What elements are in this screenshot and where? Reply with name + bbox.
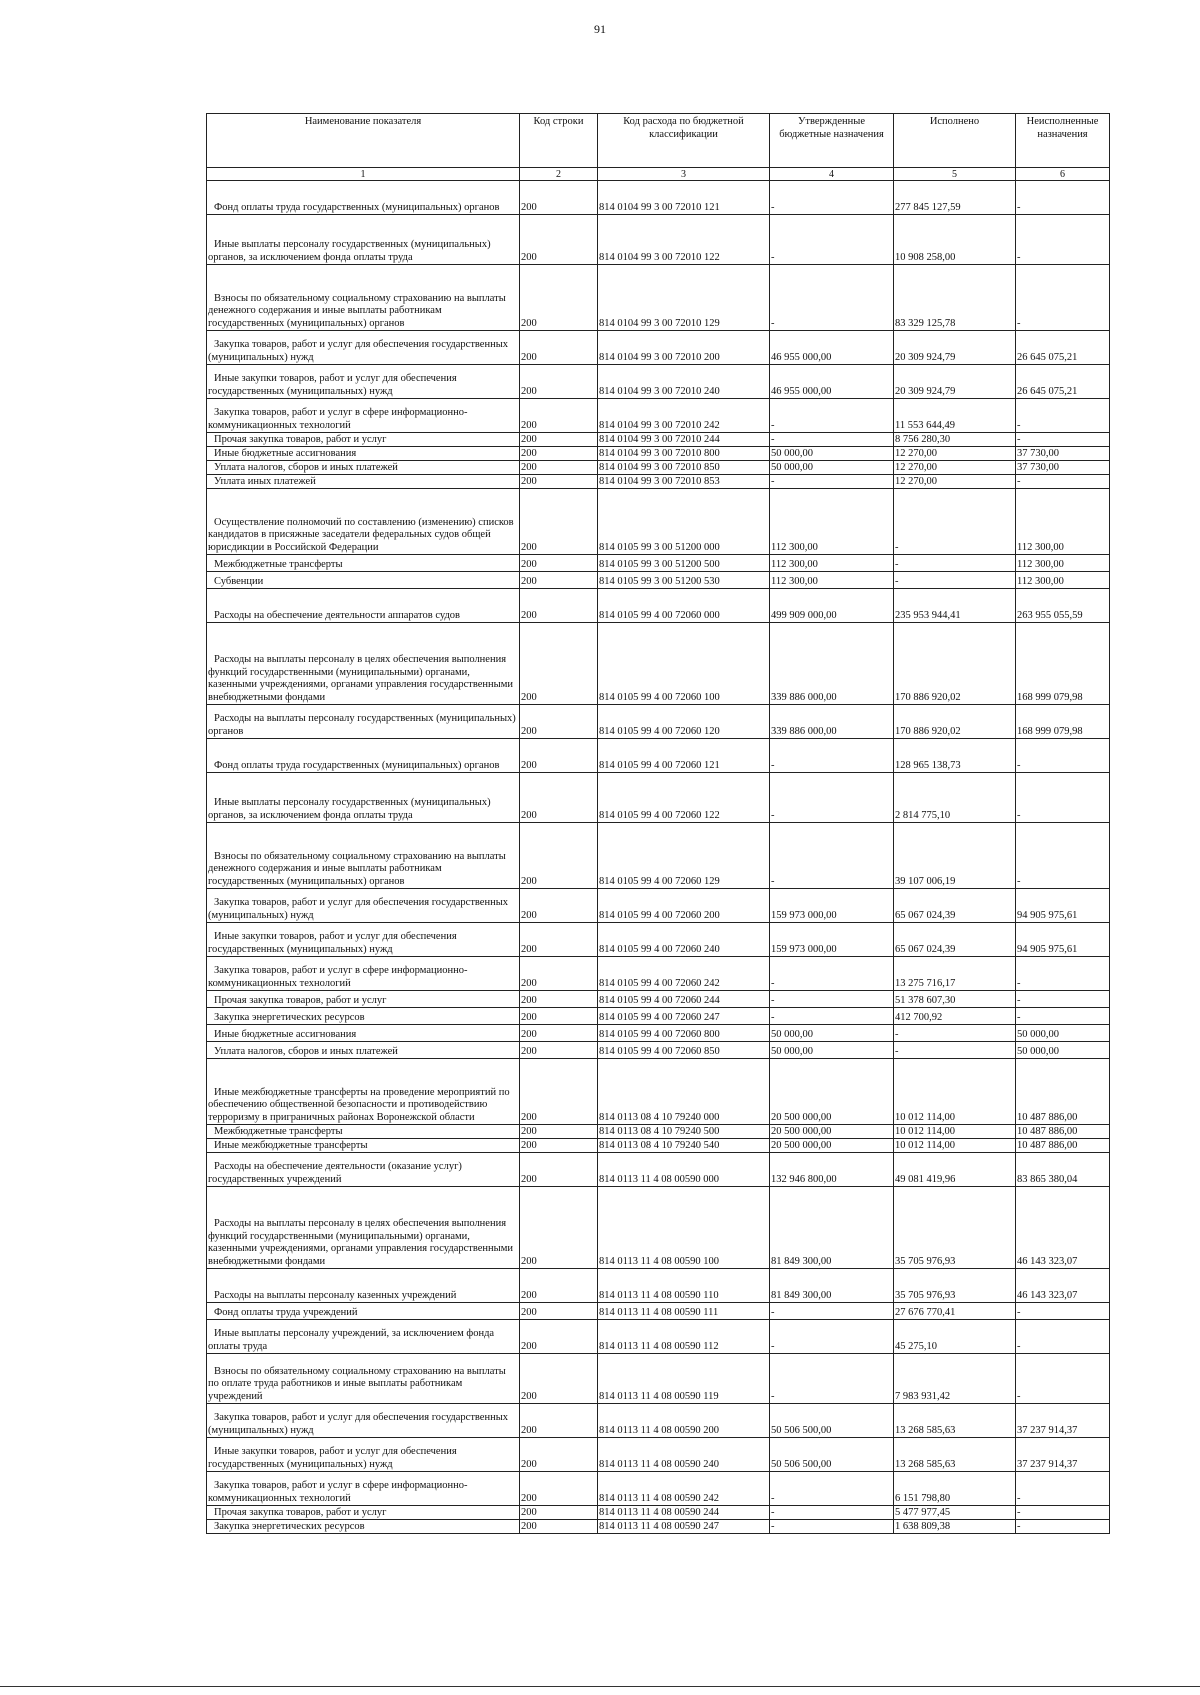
row-executed: - <box>894 572 1016 589</box>
table-row <box>207 572 1110 589</box>
row-unexecuted: - <box>1016 1472 1110 1506</box>
row-line-code: 200 <box>520 399 598 433</box>
row-approved: - <box>770 433 894 447</box>
row-approved: 159 973 000,00 <box>770 923 894 957</box>
row-line-code: 200 <box>520 623 598 705</box>
row-name: Межбюджетные трансферты <box>207 1125 520 1139</box>
row-approved: - <box>770 215 894 265</box>
row-unexecuted: 10 487 886,00 <box>1016 1139 1110 1153</box>
row-expense-code: 814 0105 99 4 00 72060 120 <box>598 705 770 739</box>
row-approved: 20 500 000,00 <box>770 1139 894 1153</box>
row-name: Иные бюджетные ассигнования <box>207 1025 520 1042</box>
table-row <box>207 957 1110 991</box>
row-line-code: 200 <box>520 1042 598 1059</box>
row-unexecuted: 37 730,00 <box>1016 447 1110 461</box>
row-expense-code: 814 0105 99 4 00 72060 121 <box>598 739 770 773</box>
row-approved: 46 955 000,00 <box>770 365 894 399</box>
table-row <box>207 461 1110 475</box>
row-approved: 20 500 000,00 <box>770 1059 894 1125</box>
row-name: Фонд оплаты труда государственных (муниципальных) органов <box>207 181 520 215</box>
row-approved: - <box>770 265 894 331</box>
row-expense-code: 814 0105 99 4 00 72060 242 <box>598 957 770 991</box>
row-unexecuted: - <box>1016 1008 1110 1025</box>
row-expense-code: 814 0104 99 3 00 72010 122 <box>598 215 770 265</box>
row-name: Иные межбюджетные трансферты на проведение мероприятий по обеспечению общественной безопасности и противодействию терроризму в приграничных районах Воронежской области <box>207 1059 520 1125</box>
row-executed: 12 270,00 <box>894 447 1016 461</box>
row-expense-code: 814 0105 99 4 00 72060 122 <box>598 773 770 823</box>
row-unexecuted: 46 143 323,07 <box>1016 1269 1110 1303</box>
row-unexecuted: - <box>1016 1354 1110 1404</box>
row-line-code: 200 <box>520 705 598 739</box>
row-executed: - <box>894 1025 1016 1042</box>
table-row <box>207 1354 1110 1404</box>
row-line-code: 200 <box>520 739 598 773</box>
row-unexecuted: - <box>1016 399 1110 433</box>
row-approved: - <box>770 399 894 433</box>
row-name: Взносы по обязательному социальному страхованию на выплаты денежного содержания и иные выплаты работникам государственных (муниципальных) органов <box>207 823 520 889</box>
row-executed: 10 908 258,00 <box>894 215 1016 265</box>
row-unexecuted: 168 999 079,98 <box>1016 623 1110 705</box>
row-expense-code: 814 0105 99 4 00 72060 850 <box>598 1042 770 1059</box>
row-name: Межбюджетные трансферты <box>207 555 520 572</box>
row-unexecuted: - <box>1016 823 1110 889</box>
row-line-code: 200 <box>520 1354 598 1404</box>
row-unexecuted: - <box>1016 181 1110 215</box>
row-approved: 46 955 000,00 <box>770 331 894 365</box>
row-approved: 112 300,00 <box>770 489 894 555</box>
row-executed: 13 268 585,63 <box>894 1438 1016 1472</box>
row-name: Прочая закупка товаров, работ и услуг <box>207 1506 520 1520</box>
row-expense-code: 814 0113 08 4 10 79240 540 <box>598 1139 770 1153</box>
row-name: Закупка товаров, работ и услуг для обеспечения государственных (муниципальных) нужд <box>207 889 520 923</box>
column-number: 1 <box>207 168 520 181</box>
table-row <box>207 1320 1110 1354</box>
row-line-code: 200 <box>520 1125 598 1139</box>
row-executed: 83 329 125,78 <box>894 265 1016 331</box>
row-name: Иные закупки товаров, работ и услуг для обеспечения государственных (муниципальных) нужд <box>207 923 520 957</box>
row-line-code: 200 <box>520 447 598 461</box>
table-row <box>207 365 1110 399</box>
row-executed: 20 309 924,79 <box>894 331 1016 365</box>
row-unexecuted: 94 905 975,61 <box>1016 923 1110 957</box>
row-executed: 10 012 114,00 <box>894 1139 1016 1153</box>
row-line-code: 200 <box>520 1139 598 1153</box>
row-expense-code: 814 0104 99 3 00 72010 121 <box>598 181 770 215</box>
row-expense-code: 814 0113 11 4 08 00590 119 <box>598 1354 770 1404</box>
row-expense-code: 814 0113 11 4 08 00590 200 <box>598 1404 770 1438</box>
row-executed: - <box>894 489 1016 555</box>
table-row <box>207 1472 1110 1506</box>
row-name: Расходы на обеспечение деятельности аппаратов судов <box>207 589 520 623</box>
table-row <box>207 1042 1110 1059</box>
row-unexecuted: 94 905 975,61 <box>1016 889 1110 923</box>
row-executed: 39 107 006,19 <box>894 823 1016 889</box>
row-unexecuted: 37 730,00 <box>1016 461 1110 475</box>
table-row <box>207 1269 1110 1303</box>
table-row <box>207 1438 1110 1472</box>
row-approved: 81 849 300,00 <box>770 1187 894 1269</box>
row-line-code: 200 <box>520 1438 598 1472</box>
column-number: 5 <box>894 168 1016 181</box>
row-unexecuted: 112 300,00 <box>1016 572 1110 589</box>
row-unexecuted: - <box>1016 1303 1110 1320</box>
row-executed: - <box>894 1042 1016 1059</box>
row-line-code: 200 <box>520 1008 598 1025</box>
row-approved: 50 000,00 <box>770 461 894 475</box>
row-expense-code: 814 0105 99 4 00 72060 244 <box>598 991 770 1008</box>
row-unexecuted: 112 300,00 <box>1016 489 1110 555</box>
row-executed: 2 814 775,10 <box>894 773 1016 823</box>
row-executed: 49 081 419,96 <box>894 1153 1016 1187</box>
row-approved: 50 000,00 <box>770 1042 894 1059</box>
table-row <box>207 1520 1110 1534</box>
table-row <box>207 773 1110 823</box>
row-approved: - <box>770 1354 894 1404</box>
row-expense-code: 814 0104 99 3 00 72010 242 <box>598 399 770 433</box>
row-name: Закупка товаров, работ и услуг для обеспечения государственных (муниципальных) нужд <box>207 1404 520 1438</box>
row-name: Иные выплаты персоналу государственных (муниципальных) органов, за исключением фонда оплаты труда <box>207 215 520 265</box>
row-approved: - <box>770 1506 894 1520</box>
row-line-code: 200 <box>520 433 598 447</box>
row-line-code: 200 <box>520 957 598 991</box>
row-expense-code: 814 0104 99 3 00 72010 244 <box>598 433 770 447</box>
row-line-code: 200 <box>520 889 598 923</box>
row-line-code: 200 <box>520 215 598 265</box>
row-executed: - <box>894 555 1016 572</box>
row-name: Закупка товаров, работ и услуг в сфере информационно-коммуникационных технологий <box>207 399 520 433</box>
row-executed: 170 886 920,02 <box>894 705 1016 739</box>
row-approved: 20 500 000,00 <box>770 1125 894 1139</box>
row-expense-code: 814 0104 99 3 00 72010 200 <box>598 331 770 365</box>
row-unexecuted: 26 645 075,21 <box>1016 331 1110 365</box>
table-row <box>207 181 1110 215</box>
row-expense-code: 814 0113 11 4 08 00590 247 <box>598 1520 770 1534</box>
row-line-code: 200 <box>520 181 598 215</box>
row-name: Уплата налогов, сборов и иных платежей <box>207 461 520 475</box>
row-expense-code: 814 0105 99 4 00 72060 100 <box>598 623 770 705</box>
column-number: 6 <box>1016 168 1110 181</box>
row-approved: 339 886 000,00 <box>770 705 894 739</box>
row-name: Иные закупки товаров, работ и услуг для обеспечения государственных (муниципальных) нужд <box>207 365 520 399</box>
table-row <box>207 1059 1110 1125</box>
row-approved: - <box>770 991 894 1008</box>
row-line-code: 200 <box>520 991 598 1008</box>
row-executed: 35 705 976,93 <box>894 1187 1016 1269</box>
row-executed: 11 553 644,49 <box>894 399 1016 433</box>
row-executed: 10 012 114,00 <box>894 1125 1016 1139</box>
table-row <box>207 475 1110 489</box>
table-row <box>207 991 1110 1008</box>
row-name: Расходы на выплаты персоналу в целях обеспечения выполнения функций государственными (муниципальными) органами, казенными учреждениями, органами управления государственными внебюджетными фондами <box>207 1187 520 1269</box>
row-line-code: 200 <box>520 1520 598 1534</box>
table-row <box>207 589 1110 623</box>
header-expense-code: Код расхода по бюджетной классификации <box>598 114 770 168</box>
row-expense-code: 814 0105 99 4 00 72060 247 <box>598 1008 770 1025</box>
row-unexecuted: 37 237 914,37 <box>1016 1438 1110 1472</box>
row-unexecuted: 10 487 886,00 <box>1016 1059 1110 1125</box>
row-approved: - <box>770 181 894 215</box>
table-row <box>207 1187 1110 1269</box>
table-row <box>207 1153 1110 1187</box>
row-approved: - <box>770 1303 894 1320</box>
table-row <box>207 1008 1110 1025</box>
row-unexecuted: 10 487 886,00 <box>1016 1125 1110 1139</box>
page-number: 91 <box>594 22 606 36</box>
row-name: Взносы по обязательному социальному страхованию на выплаты денежного содержания и иные выплаты работникам государственных (муниципальных) органов <box>207 265 520 331</box>
row-approved: - <box>770 475 894 489</box>
row-approved: 50 000,00 <box>770 1025 894 1042</box>
row-line-code: 200 <box>520 1404 598 1438</box>
row-executed: 65 067 024,39 <box>894 923 1016 957</box>
budget-execution-table <box>206 113 1110 1534</box>
column-number: 3 <box>598 168 770 181</box>
row-executed: 1 638 809,38 <box>894 1520 1016 1534</box>
row-executed: 12 270,00 <box>894 475 1016 489</box>
table-row <box>207 215 1110 265</box>
row-approved: 499 909 000,00 <box>770 589 894 623</box>
table-row <box>207 447 1110 461</box>
row-name: Фонд оплаты труда государственных (муниципальных) органов <box>207 739 520 773</box>
row-executed: 13 268 585,63 <box>894 1404 1016 1438</box>
row-name: Субвенции <box>207 572 520 589</box>
row-line-code: 200 <box>520 1153 598 1187</box>
row-name: Закупка товаров, работ и услуг в сфере информационно-коммуникационных технологий <box>207 957 520 991</box>
row-expense-code: 814 0105 99 3 00 51200 500 <box>598 555 770 572</box>
header-indicator-name: Наименование показателя <box>207 114 520 168</box>
table-row <box>207 1303 1110 1320</box>
row-expense-code: 814 0104 99 3 00 72010 853 <box>598 475 770 489</box>
row-executed: 65 067 024,39 <box>894 889 1016 923</box>
table-row <box>207 705 1110 739</box>
row-name: Иные выплаты персоналу государственных (муниципальных) органов, за исключением фонда оплаты труда <box>207 773 520 823</box>
row-expense-code: 814 0104 99 3 00 72010 240 <box>598 365 770 399</box>
row-approved: 159 973 000,00 <box>770 889 894 923</box>
row-expense-code: 814 0113 08 4 10 79240 000 <box>598 1059 770 1125</box>
row-line-code: 200 <box>520 923 598 957</box>
row-unexecuted: 50 000,00 <box>1016 1025 1110 1042</box>
header-line-code: Код строки <box>520 114 598 168</box>
column-number: 2 <box>520 168 598 181</box>
row-executed: 7 983 931,42 <box>894 1354 1016 1404</box>
row-executed: 10 012 114,00 <box>894 1059 1016 1125</box>
row-executed: 412 700,92 <box>894 1008 1016 1025</box>
row-name: Иные бюджетные ассигнования <box>207 447 520 461</box>
table-row <box>207 823 1110 889</box>
row-line-code: 200 <box>520 461 598 475</box>
row-name: Расходы на выплаты персоналу казенных учреждений <box>207 1269 520 1303</box>
row-expense-code: 814 0105 99 4 00 72060 200 <box>598 889 770 923</box>
header-unexecuted: Неисполненные назначения <box>1016 114 1110 168</box>
row-expense-code: 814 0113 11 4 08 00590 240 <box>598 1438 770 1472</box>
row-expense-code: 814 0113 11 4 08 00590 111 <box>598 1303 770 1320</box>
row-unexecuted: 168 999 079,98 <box>1016 705 1110 739</box>
row-line-code: 200 <box>520 1320 598 1354</box>
header-row <box>207 114 1110 168</box>
row-approved: 50 000,00 <box>770 447 894 461</box>
row-approved: 112 300,00 <box>770 555 894 572</box>
row-executed: 45 275,10 <box>894 1320 1016 1354</box>
row-unexecuted: - <box>1016 433 1110 447</box>
row-name: Взносы по обязательному социальному страхованию на выплаты по оплате труда работников и иные выплаты работникам учреждений <box>207 1354 520 1404</box>
table-row <box>207 739 1110 773</box>
row-expense-code: 814 0113 11 4 08 00590 242 <box>598 1472 770 1506</box>
row-unexecuted: 50 000,00 <box>1016 1042 1110 1059</box>
row-executed: 51 378 607,30 <box>894 991 1016 1008</box>
row-expense-code: 814 0113 08 4 10 79240 500 <box>598 1125 770 1139</box>
table-row <box>207 489 1110 555</box>
row-unexecuted: - <box>1016 215 1110 265</box>
table-body <box>207 181 1110 1534</box>
row-approved: - <box>770 1520 894 1534</box>
row-approved: - <box>770 957 894 991</box>
row-expense-code: 814 0113 11 4 08 00590 112 <box>598 1320 770 1354</box>
column-number-row <box>207 168 1110 181</box>
row-executed: 6 151 798,80 <box>894 1472 1016 1506</box>
row-expense-code: 814 0113 11 4 08 00590 244 <box>598 1506 770 1520</box>
table-row <box>207 555 1110 572</box>
row-line-code: 200 <box>520 1303 598 1320</box>
table-row <box>207 265 1110 331</box>
row-expense-code: 814 0105 99 3 00 51200 000 <box>598 489 770 555</box>
row-expense-code: 814 0105 99 4 00 72060 000 <box>598 589 770 623</box>
table-row <box>207 889 1110 923</box>
row-unexecuted: 83 865 380,04 <box>1016 1153 1110 1187</box>
column-number: 4 <box>770 168 894 181</box>
row-expense-code: 814 0113 11 4 08 00590 000 <box>598 1153 770 1187</box>
row-unexecuted: - <box>1016 1506 1110 1520</box>
row-line-code: 200 <box>520 773 598 823</box>
row-line-code: 200 <box>520 823 598 889</box>
row-line-code: 200 <box>520 1472 598 1506</box>
row-unexecuted: 112 300,00 <box>1016 555 1110 572</box>
row-approved: - <box>770 773 894 823</box>
row-name: Иные выплаты персоналу учреждений, за исключением фонда оплаты труда <box>207 1320 520 1354</box>
table-row <box>207 1506 1110 1520</box>
row-unexecuted: 26 645 075,21 <box>1016 365 1110 399</box>
row-approved: - <box>770 1472 894 1506</box>
row-approved: 50 506 500,00 <box>770 1404 894 1438</box>
row-approved: 339 886 000,00 <box>770 623 894 705</box>
row-approved: - <box>770 823 894 889</box>
row-line-code: 200 <box>520 365 598 399</box>
row-unexecuted: - <box>1016 265 1110 331</box>
row-name: Фонд оплаты труда учреждений <box>207 1303 520 1320</box>
row-unexecuted: - <box>1016 773 1110 823</box>
row-line-code: 200 <box>520 572 598 589</box>
table-row <box>207 1139 1110 1153</box>
row-line-code: 200 <box>520 1187 598 1269</box>
row-expense-code: 814 0105 99 4 00 72060 129 <box>598 823 770 889</box>
row-approved: - <box>770 1320 894 1354</box>
row-executed: 20 309 924,79 <box>894 365 1016 399</box>
row-name: Осуществление полномочий по составлению (изменению) списков кандидатов в присяжные заседатели федеральных судов общей юрисдикции в Российской Федерации <box>207 489 520 555</box>
row-unexecuted: - <box>1016 957 1110 991</box>
row-line-code: 200 <box>520 1506 598 1520</box>
row-approved: 50 506 500,00 <box>770 1438 894 1472</box>
row-name: Расходы на обеспечение деятельности (оказание услуг) государственных учреждений <box>207 1153 520 1187</box>
row-approved: 132 946 800,00 <box>770 1153 894 1187</box>
row-expense-code: 814 0104 99 3 00 72010 129 <box>598 265 770 331</box>
row-unexecuted: 263 955 055,59 <box>1016 589 1110 623</box>
table-row <box>207 923 1110 957</box>
row-unexecuted: 37 237 914,37 <box>1016 1404 1110 1438</box>
row-executed: 27 676 770,41 <box>894 1303 1016 1320</box>
row-executed: 235 953 944,41 <box>894 589 1016 623</box>
row-approved: 112 300,00 <box>770 572 894 589</box>
row-line-code: 200 <box>520 589 598 623</box>
table-row <box>207 331 1110 365</box>
row-executed: 128 965 138,73 <box>894 739 1016 773</box>
row-name: Закупка товаров, работ и услуг в сфере информационно-коммуникационных технологий <box>207 1472 520 1506</box>
row-executed: 277 845 127,59 <box>894 181 1016 215</box>
row-unexecuted: - <box>1016 991 1110 1008</box>
row-line-code: 200 <box>520 475 598 489</box>
table-row <box>207 399 1110 433</box>
row-name: Закупка товаров, работ и услуг для обеспечения государственных (муниципальных) нужд <box>207 331 520 365</box>
row-line-code: 200 <box>520 1269 598 1303</box>
table-row <box>207 1125 1110 1139</box>
bottom-divider <box>0 1686 1200 1687</box>
row-line-code: 200 <box>520 265 598 331</box>
row-executed: 5 477 977,45 <box>894 1506 1016 1520</box>
table-row <box>207 433 1110 447</box>
row-executed: 35 705 976,93 <box>894 1269 1016 1303</box>
row-name: Прочая закупка товаров, работ и услуг <box>207 991 520 1008</box>
row-unexecuted: 46 143 323,07 <box>1016 1187 1110 1269</box>
row-expense-code: 814 0113 11 4 08 00590 100 <box>598 1187 770 1269</box>
row-name: Уплата налогов, сборов и иных платежей <box>207 1042 520 1059</box>
row-line-code: 200 <box>520 331 598 365</box>
row-executed: 170 886 920,02 <box>894 623 1016 705</box>
row-line-code: 200 <box>520 489 598 555</box>
row-executed: 12 270,00 <box>894 461 1016 475</box>
row-expense-code: 814 0113 11 4 08 00590 110 <box>598 1269 770 1303</box>
row-unexecuted: - <box>1016 1520 1110 1534</box>
row-approved: - <box>770 739 894 773</box>
row-line-code: 200 <box>520 555 598 572</box>
row-executed: 8 756 280,30 <box>894 433 1016 447</box>
row-expense-code: 814 0104 99 3 00 72010 850 <box>598 461 770 475</box>
table-row <box>207 1404 1110 1438</box>
row-approved: 81 849 300,00 <box>770 1269 894 1303</box>
header-approved: Утвержденные бюджетные назначения <box>770 114 894 168</box>
row-name: Иные закупки товаров, работ и услуг для обеспечения государственных (муниципальных) нужд <box>207 1438 520 1472</box>
row-line-code: 200 <box>520 1025 598 1042</box>
row-name: Прочая закупка товаров, работ и услуг <box>207 433 520 447</box>
header-executed: Исполнено <box>894 114 1016 168</box>
table-row <box>207 623 1110 705</box>
row-name: Иные межбюджетные трансферты <box>207 1139 520 1153</box>
row-expense-code: 814 0105 99 4 00 72060 800 <box>598 1025 770 1042</box>
table-row <box>207 1025 1110 1042</box>
row-name: Расходы на выплаты персоналу в целях обеспечения выполнения функций государственными (муниципальными) органами, казенными учреждениями, органами управления государственными внебюджетными фондами <box>207 623 520 705</box>
row-expense-code: 814 0104 99 3 00 72010 800 <box>598 447 770 461</box>
row-name: Расходы на выплаты персоналу государственных (муниципальных) органов <box>207 705 520 739</box>
row-unexecuted: - <box>1016 1320 1110 1354</box>
row-name: Закупка энергетических ресурсов <box>207 1520 520 1534</box>
row-expense-code: 814 0105 99 3 00 51200 530 <box>598 572 770 589</box>
row-line-code: 200 <box>520 1059 598 1125</box>
row-approved: - <box>770 1008 894 1025</box>
row-unexecuted: - <box>1016 739 1110 773</box>
row-name: Уплата иных платежей <box>207 475 520 489</box>
row-expense-code: 814 0105 99 4 00 72060 240 <box>598 923 770 957</box>
row-unexecuted: - <box>1016 475 1110 489</box>
row-executed: 13 275 716,17 <box>894 957 1016 991</box>
row-name: Закупка энергетических ресурсов <box>207 1008 520 1025</box>
